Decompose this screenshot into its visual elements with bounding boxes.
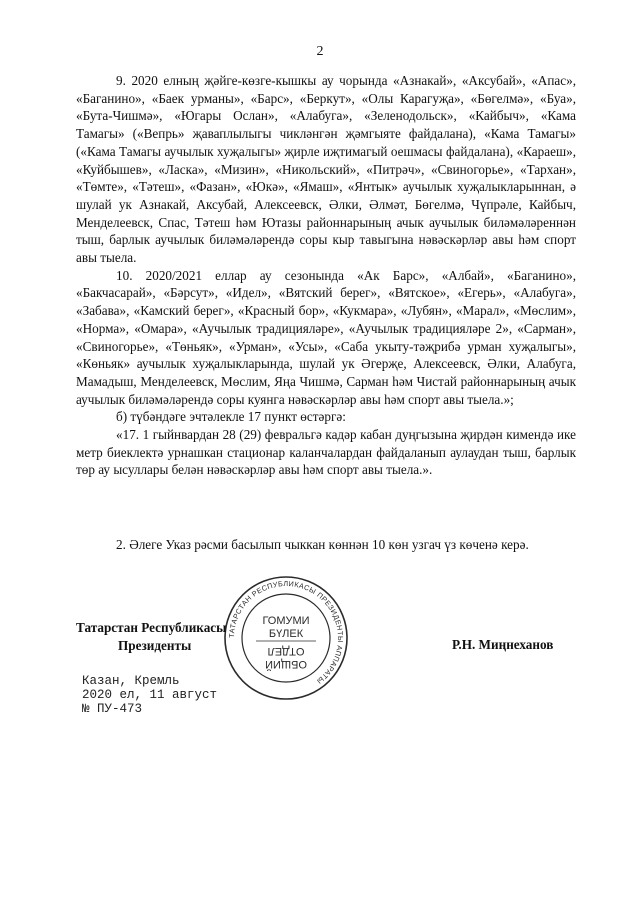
stamp-line3: ОТДЕЛ [267, 645, 305, 657]
stamp-line1: ГОМУМИ [262, 615, 310, 627]
signature-position [76, 619, 226, 655]
stamp-line2: БҮЛЕК [268, 628, 304, 640]
stamp-line4: ОБЩИЙ [265, 658, 307, 670]
registration-date: 2020 ел, 11 август [82, 688, 218, 702]
signatory-name: Р.Н. Миңнеханов [452, 637, 554, 652]
registration-place: Казан, Кремль [82, 674, 180, 688]
final-clause [76, 536, 576, 554]
registration-number: № ПУ-473 [82, 702, 143, 716]
paragraph-item-17: «17. 1 гыйнвардан 28 (29) февральгә кадәр кабан дуңгызына җирдән кимендә ике метр биеклектә урнашкан стационар каланчалардан файдаланып аулаудан тыш, барлык төр ау ысуллары белән нәвәскәрләр авы һәм спорт авы тыела.». [76, 427, 576, 478]
paragraph-item-9: 9. 2020 елның җәйге-көзге-кышкы ау чорында «Азнакай», «Аксубай», «Апас», «Баганино», «Баек урманы», «Барс», «Беркут», «Олы Карагуҗа», «Бөгелмә», «Буа», «Бута-Чишмә», «Югары Ослан», «Алабуга», «Зеленодольск», «Кайбыч», «Кама Тамагы» («Вепрь» җаваплылыгы чикләнгән җәмгыяте файдалана), «Кама Тамагы» («Кама Тамагы аучылык хуҗалыгы» җирле иҗтимагый оешмасы файдалана), «Караеш», «Куйбышев», «Ласка», «Мизин», «Никольский», «Питрәч», «Свиногорье», «Тархан», «Төмте», «Тәтеш», «Фазан», «Юкә», «Ямаш», «Янтык» аучылык хуҗалыкларыннан, ә шулай ук Азнакай, Аксубай, Алексеевск, Әлки, Әлмәт, Бөгелмә, Чүпрәле, Кайбыч, Менделеевск, Спас, Тәтеш һәм Ютазы районнарының ачык аучылык биләмәләреннән тыш, барлык аучылык биләмәләрендә соры кыр тавыгына нәвәскәрләр авы һәм спорт авы тыела. [76, 73, 576, 266]
paragraph-sub-b: б) түбәндәге эчтәлекле 17 пункт өстәргә: [116, 409, 346, 425]
document-body [76, 72, 576, 479]
svg-text:ТАТАРСТАН РЕСПУБЛИКАСЫ ПРЕЗИДЕ: ТАТАРСТАН РЕСПУБЛИКАСЫ ПРЕЗИДЕНТЫ АППАРАТЫ [226, 578, 346, 686]
signature-position-line1: Татарстан Республикасы [76, 620, 227, 635]
page-number: 2 [316, 44, 324, 59]
official-stamp [222, 574, 350, 702]
registration-block [82, 674, 217, 716]
stamp-seal-icon [222, 574, 350, 702]
paragraph-effective-date: 2. Әлеге Указ рәсми басылып чыккан көннән 10 көн узгач үз көченә керә. [116, 537, 529, 552]
signature-position-line2: Президенты [118, 638, 192, 653]
paragraph-item-10: 10. 2020/2021 еллар ау сезонында «Ак Барс», «Албай», «Баганино», «Бакчасарай», «Бәрсут», «Идел», «Вятский берег», «Вятское», «Егерь», «Алабуга», «Забава», «Камский берег», «Красный бор», «Кукмара», «Лубян», «Марал», «Мөслим», «Норма», «Омара», «Аучылык традицияләре», «Аучылык традицияләре 2», «Сарман», «Свиногорье», «Төньяк», «Урман», «Усы», «Саба укыту-тәҗрибә урман хуҗалыгы», «Көньяк» аучылык хуҗалыкларында, шулай ук Әгерҗе, Алексеевск, Әлки, Алабуга, Мамадыш, Менделеевск, Мөслим, Яңа Чишмә, Сарман һәм Чистай районнарының ачык аучылык биләмәләрендә соры куянга нәвәскәрләр авы һәм спорт авы тыела.»; [76, 267, 576, 407]
